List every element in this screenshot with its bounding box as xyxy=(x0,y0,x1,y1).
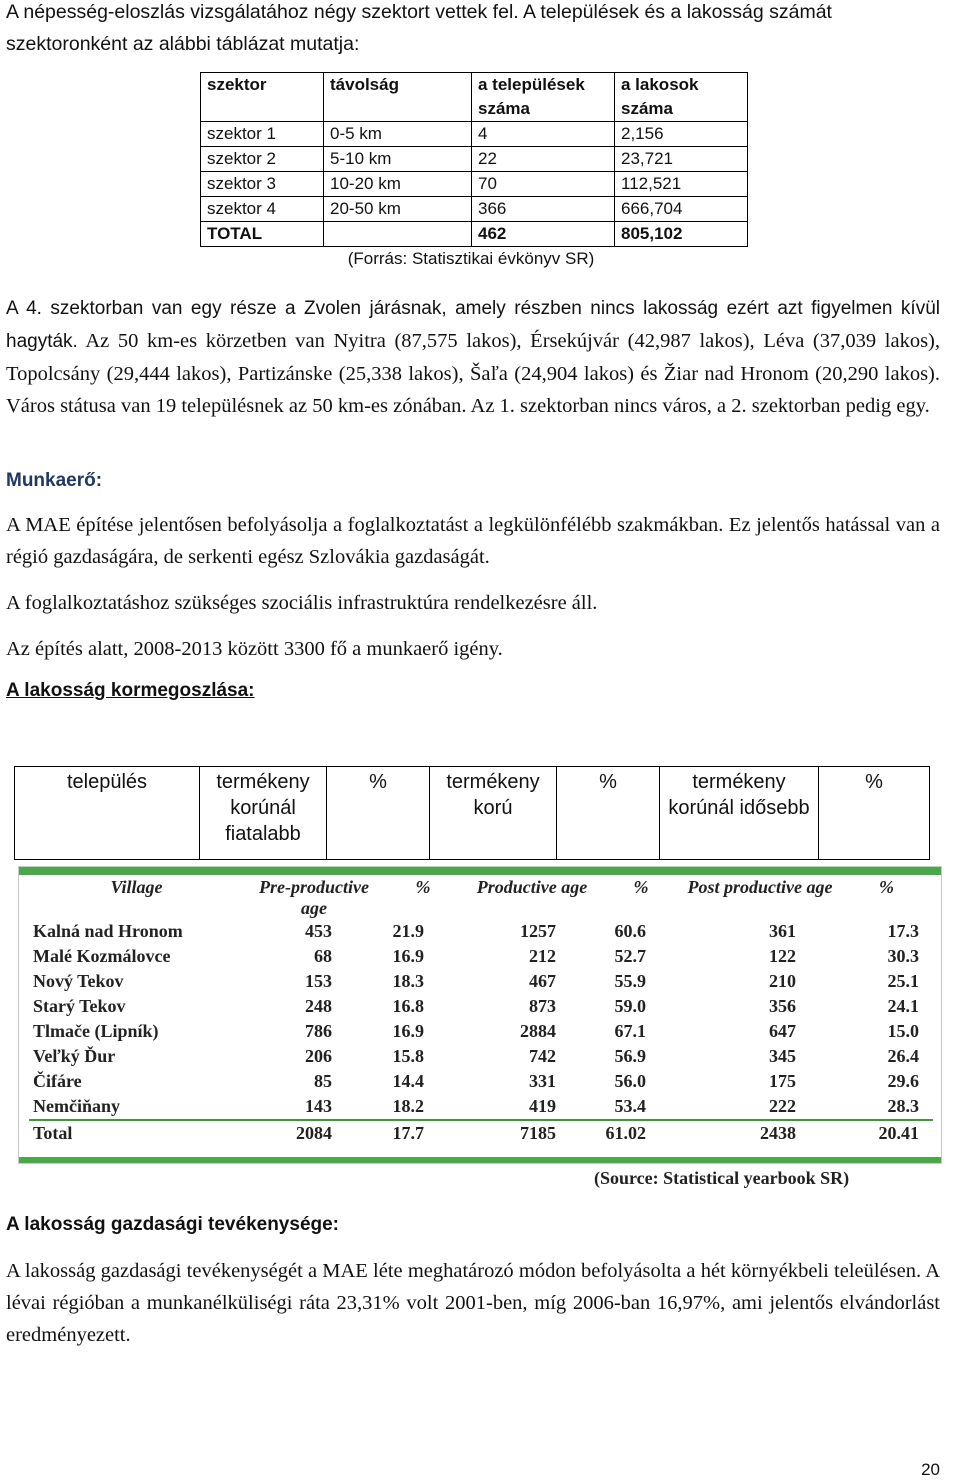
table-accent-bar xyxy=(19,1157,941,1163)
table-cell: szektor 1 xyxy=(201,122,324,147)
table-cell: 647 xyxy=(769,1021,796,1041)
table-cell: 786 xyxy=(305,1021,332,1041)
header-cell: település xyxy=(15,767,200,860)
table-cell: 21.9 xyxy=(392,921,424,941)
table-cell: 30.3 xyxy=(887,946,919,966)
header-cell: % xyxy=(819,767,930,860)
header-cell: termékeny korúnál idősebb xyxy=(660,767,819,860)
table-cell: 419 xyxy=(529,1096,556,1116)
age-data-table-image xyxy=(18,866,942,1164)
table-row xyxy=(29,969,933,994)
header-cell: távolság xyxy=(324,73,472,122)
table-cell: Total xyxy=(29,1120,244,1146)
table-cell: 2084 xyxy=(244,1120,384,1146)
table-cell: 17.3 xyxy=(887,921,919,941)
table-row xyxy=(201,147,748,172)
table-cell: 20-50 km xyxy=(324,197,472,222)
table-cell: 212 xyxy=(529,946,556,966)
table-row xyxy=(29,919,933,944)
header-cell: termékeny korúnál fiatalabb xyxy=(200,767,327,860)
table-cell: szektor 2 xyxy=(201,147,324,172)
table-cell: 18.2 xyxy=(392,1096,424,1116)
table-cell: 67.1 xyxy=(614,1021,646,1041)
table-cell: 206 xyxy=(305,1046,332,1066)
table-cell: 15.0 xyxy=(887,1021,919,1041)
table-row xyxy=(29,994,933,1019)
table-cell: 59.0 xyxy=(614,996,646,1016)
age-data-header xyxy=(29,877,933,919)
table-cell: 14.4 xyxy=(392,1071,424,1091)
table-cell: 153 xyxy=(305,971,332,991)
table-cell: 666,704 xyxy=(615,197,748,222)
table-cell: 70 xyxy=(472,172,615,197)
table-cell: 16.9 xyxy=(392,946,424,966)
table-cell: TOTAL xyxy=(201,222,324,247)
header-cell: a települések száma xyxy=(472,73,615,122)
table-row-total xyxy=(29,1120,933,1146)
table-cell: Kalná nad Hronom xyxy=(33,921,183,941)
table-cell: 2884 xyxy=(520,1021,556,1041)
table-cell: Veľký Ďur xyxy=(33,1046,116,1066)
table-cell: 5-10 km xyxy=(324,147,472,172)
table-cell: 0-5 km xyxy=(324,122,472,147)
header-cell: % xyxy=(879,877,894,897)
table-cell: 20.41 xyxy=(840,1120,933,1146)
table-cell: 7185 xyxy=(462,1120,602,1146)
header-cell: a lakosok száma xyxy=(615,73,748,122)
table-cell: 56.0 xyxy=(614,1071,646,1091)
table-cell: 56.9 xyxy=(614,1046,646,1066)
table-cell: 210 xyxy=(769,971,796,991)
table-cell: 60.6 xyxy=(614,921,646,941)
table-cell: 16.8 xyxy=(392,996,424,1016)
table-cell: Malé Kozmálovce xyxy=(33,946,171,966)
table-accent-bar xyxy=(19,867,941,875)
header-cell: % xyxy=(633,877,649,897)
header-cell: % xyxy=(327,767,430,860)
table-cell: 331 xyxy=(529,1071,556,1091)
table-cell: 25.1 xyxy=(887,971,919,991)
header-cell: termékeny korú xyxy=(430,767,557,860)
age-data-table xyxy=(29,877,933,1146)
paragraph-population-part1: A 4. szektorban van egy része a Zvolen járásnak, amely részben nincs lakosság ezért azt figyelmen kívül hagyták. xyxy=(6,298,940,352)
table-row xyxy=(201,172,748,197)
table-row-total xyxy=(201,222,748,247)
table-cell: 23,721 xyxy=(615,147,748,172)
header-cell: Productive age xyxy=(476,877,588,897)
table-cell: 143 xyxy=(305,1096,332,1116)
table-cell: 55.9 xyxy=(614,971,646,991)
header-cell: szektor xyxy=(201,73,324,122)
table-cell: 122 xyxy=(769,946,796,966)
table-cell: 61.02 xyxy=(602,1120,680,1146)
table-cell: 467 xyxy=(529,971,556,991)
table-cell: 53.4 xyxy=(614,1096,646,1116)
header-cell: Village xyxy=(110,877,163,897)
table-cell: 356 xyxy=(769,996,796,1016)
paragraph-munkaero-3: Az építés alatt, 2008-2013 között 3300 fő a munkaerő igény. xyxy=(6,638,503,660)
table-cell: 15.8 xyxy=(392,1046,424,1066)
header-cell: % xyxy=(557,767,660,860)
paragraph-munkaero-2: A foglalkoztatáshoz szükséges szociális infrastruktúra rendelkezésre áll. xyxy=(6,592,598,614)
table-cell: 29.6 xyxy=(887,1071,919,1091)
table-cell: 24.1 xyxy=(887,996,919,1016)
paragraph-population-part2: Az 50 km-es körzetben van Nyitra (87,575 lakos), Érsekújvár (42,987 lakos), Léva (37,039 lakos), Topolcsány (29,444 lakos), Partizánske (25,338 lakos), Šaľa (24,904 lakos) és Žiar nad Hronom (20,290 lakos). Város státusa van 19 településnek az 50 km-es zónában. Az 1. szektorban nincs város, a 2. szektorban pedig egy. xyxy=(6,330,940,417)
table-row xyxy=(29,1019,933,1044)
page-number: 20 xyxy=(921,1460,940,1479)
table-cell: szektor 3 xyxy=(201,172,324,197)
table-cell: 873 xyxy=(529,996,556,1016)
table-cell: 28.3 xyxy=(887,1096,919,1116)
table-cell: Čifáre xyxy=(33,1071,82,1091)
sector-table-header xyxy=(201,73,748,122)
heading-kormegoszlas: A lakosság kormegoszlása: xyxy=(6,680,255,701)
table-row xyxy=(201,122,748,147)
table-cell: 366 xyxy=(472,197,615,222)
table-cell: 85 xyxy=(314,1071,332,1091)
header-cell: % xyxy=(415,877,431,897)
table-cell: 742 xyxy=(529,1046,556,1066)
table-cell: Nový Tekov xyxy=(33,971,124,991)
table-cell: 17.7 xyxy=(384,1120,462,1146)
table-cell: 18.3 xyxy=(392,971,424,991)
sector-table-source: (Forrás: Statisztikai évkönyv SR) xyxy=(347,249,595,268)
table-row xyxy=(29,1069,933,1094)
table-cell: 4 xyxy=(472,122,615,147)
table-cell: 10-20 km xyxy=(324,172,472,197)
table-cell: 112,521 xyxy=(615,172,748,197)
intro-line-1: A népesség-eloszlás vizsgálatához négy szektort vettek fel. A települések és a lakosság számát xyxy=(6,1,832,23)
age-table-source: (Source: Statistical yearbook SR) xyxy=(594,1168,850,1188)
heading-munkaero: Munkaerő: xyxy=(6,470,103,491)
table-row xyxy=(201,197,748,222)
table-cell: 68 xyxy=(314,946,332,966)
table-cell: Starý Tekov xyxy=(33,996,126,1016)
table-cell: 26.4 xyxy=(887,1046,919,1066)
table-cell: 453 xyxy=(305,921,332,941)
table-cell xyxy=(324,222,472,247)
table-cell: 462 xyxy=(472,222,615,247)
intro-line-2: szektoronként az alábbi táblázat mutatja: xyxy=(6,33,360,55)
paragraph-munkaero-1: A MAE építése jelentősen befolyásolja a foglalkoztatást a legkülönfélébb szakmákban. Ez jelentős hatással van a régió gazdaságára, de serkenti egész Szlovákia gazdaságát. xyxy=(6,514,940,568)
paragraph-gazdasagi: A lakosság gazdasági tevékenységét a MAE léte meghatározó módon befolyásolta a hét környékbeli teleülésen. A lévai régióban a munkanélküliségi ráta 23,31% volt 2001-ben, míg 2006-ban 16,97%, ami jelentős elvándorlást eredményezett. xyxy=(6,1260,940,1346)
heading-gazdasagi: A lakosság gazdasági tevékenysége: xyxy=(6,1214,340,1235)
table-cell: Tlmače (Lipník) xyxy=(33,1021,159,1041)
paragraph-population xyxy=(6,292,940,422)
table-row xyxy=(29,1044,933,1069)
table-cell: Nemčiňany xyxy=(33,1096,120,1116)
table-cell: 345 xyxy=(769,1046,796,1066)
table-cell: 361 xyxy=(769,921,796,941)
header-cell: Post productive age xyxy=(687,877,833,897)
table-cell: 16.9 xyxy=(392,1021,424,1041)
table-cell: 222 xyxy=(769,1096,796,1116)
table-row xyxy=(29,1094,933,1120)
table-cell: 2,156 xyxy=(615,122,748,147)
sector-table xyxy=(200,72,748,271)
table-cell: 175 xyxy=(769,1071,796,1091)
age-header-table xyxy=(14,766,930,860)
table-cell: 52.7 xyxy=(614,946,646,966)
table-cell: 22 xyxy=(472,147,615,172)
table-cell: 2438 xyxy=(680,1120,840,1146)
header-cell: Pre-productive age xyxy=(259,877,369,918)
table-cell: 1257 xyxy=(520,921,556,941)
table-cell: 805,102 xyxy=(615,222,748,247)
table-cell: szektor 4 xyxy=(201,197,324,222)
table-row xyxy=(29,944,933,969)
table-cell: 248 xyxy=(305,996,332,1016)
